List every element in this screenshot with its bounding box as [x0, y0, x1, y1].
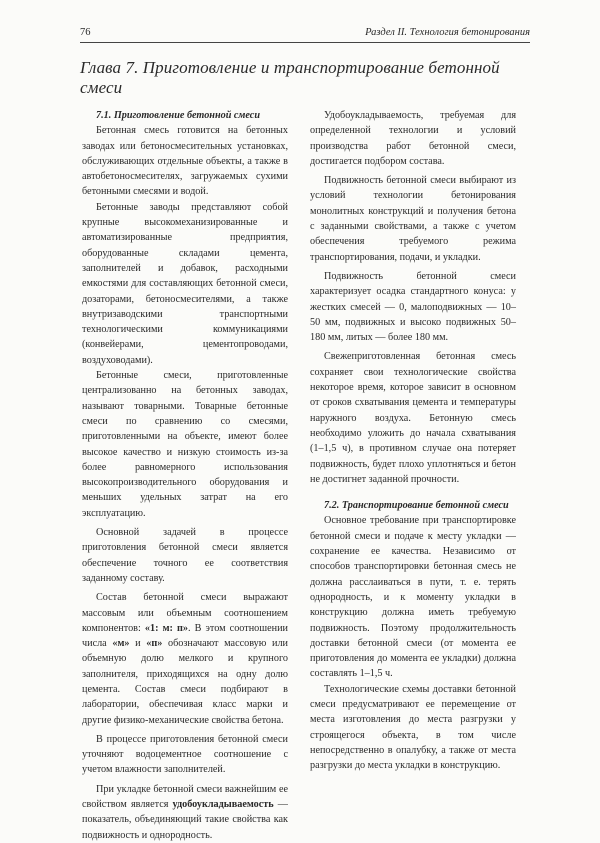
- paragraph: Бетонные заводы представляют собой крупные высокомеханизированные и автоматизированные предприятия, оборудованные складами цемента, заполнителей и добавок, расходными емкостями для составляющих бетонной смеси, дозаторами, бетоносмесителями, а также внутризаводскими транспортными технологическими коммуникациями (конвейерами, цементопроводами, воздуховодами).: [82, 201, 288, 366]
- section-title-7-1: 7.1. Приготовление бетонной смеси: [96, 110, 260, 121]
- paragraph: Подвижность бетонной смеси выбирают из условий технологии бетонирования монолитных конструкций и получения бетона с заданными свойствами, а также с учетом обеспечения требуемого режима транспортирования, подачи, и укладки.: [310, 175, 516, 263]
- section-title-7-2: 7.2. Транспортирование бетонной смеси: [324, 500, 509, 512]
- paragraph: Бетонные смеси, приготовленные централизованно на бетонных заводах, называют товарными. Товарные бетонные смеси по сравнению со смесями, приготовленными на объекте, имеют более высокое качество и низкую стоимость из-за более равномерного использования высокопроизводительного оборудования и меньших удельных затрат на его эксплуатацию.: [82, 370, 288, 519]
- ratio-term: «1: м: п»: [144, 622, 188, 634]
- paragraph: Технологические схемы доставки бетонной смеси предусматривают ее перемещение от места изготовления до места разгрузки у строящегося объекта, в том числе непосредственно в опалубку, а также от места разгрузки до места укладки в конструкцию.: [310, 683, 516, 772]
- term-workability: удобоукладываемость: [172, 799, 274, 811]
- text-run: — показатель, объединяющий такие свойства как подвижность и однородность.: [82, 799, 288, 841]
- text-run: . В этом соотношении числа: [82, 622, 288, 650]
- chapter-title: Глава 7. Приготовление и транспортирование бетонной смеси: [80, 58, 500, 97]
- text-run: При укладке бетонной смеси важнейшим ее свойством является: [82, 783, 288, 811]
- text-run: и: [129, 638, 147, 650]
- page-header: [80, 24, 530, 43]
- text-run: Состав бетонной смеси выражают массовым или объемным соотношением компонентов:: [82, 592, 288, 634]
- paragraph-composition: [82, 590, 288, 728]
- paragraph: Подвижность бетонной смеси характеризует осадка стандартного конуса: у жестких смесей — 0, малоподвижных — 10–50 мм, подвижных и высоко подвижных 50–180 мм, литых — более 180 мм.: [310, 270, 516, 344]
- left-column: [82, 108, 288, 843]
- ratio-p: «п»: [146, 638, 163, 650]
- paragraph: Свежеприготовленная бетонная смесь сохраняет свои технологические свойства некоторое время, которое зависит в основном от сроков схватывания цемента и температуры наружного воздуха. Бетонную смесь необходимо уложить до начала схватывания (1–1,5 ч), в противном случае она потеряет подвижность, будет плохо уплотняться и бетон не достигнет заданной прочности.: [310, 351, 516, 485]
- ratio-m: «м»: [112, 638, 130, 650]
- text-run: обозначают массовую или объемную долю мелкого и крупного заполнителя, приходящихся на одну долю цемента. Состав смеси подбирают в лаборатории, обеспечивая класс марки и другие физико-механические свойства бетона.: [82, 638, 289, 726]
- paragraph: Основное требование при транспортировке бетонной смеси и подаче к месту укладки — сохранение ее качества. Независимо от способов транспортировки бетонная смесь не должна расслаиваться в пути, т. е. терять однородность, и к моменту укладки в конструкцию должна иметь требуемую подвижность. Поэтому продолжительность доставки бетонной смеси (от момента ее приготовления до момента ее укладки) должна составлять 1–1,5 ч.: [310, 515, 516, 680]
- paragraph: Основной задачей в процессе приготовления бетонной смеси является обеспечение точного ее соответствия заданному составу.: [82, 527, 288, 584]
- running-head: Раздел II. Технология бетонирования: [365, 27, 530, 38]
- page-number: 76: [80, 27, 91, 38]
- paragraph: Бетонная смесь готовится на бетонных заводах или бетоносмесительных установках, обслуживающих отдельные объекты, а также в автобетоносмесителях, загружаемых сухими бетонными смесями и водой.: [82, 125, 288, 198]
- paragraph-workability: [82, 782, 288, 843]
- paragraph: Удобоукладываемость, требуемая для определенной технологии и условий производства работ бетонной смеси, достигается подбором состава.: [310, 110, 516, 167]
- right-column: [310, 108, 516, 773]
- paragraph: В процессе приготовления бетонной смеси уточняют водоцементное соотношение с учетом влажности заполнителей.: [82, 733, 288, 776]
